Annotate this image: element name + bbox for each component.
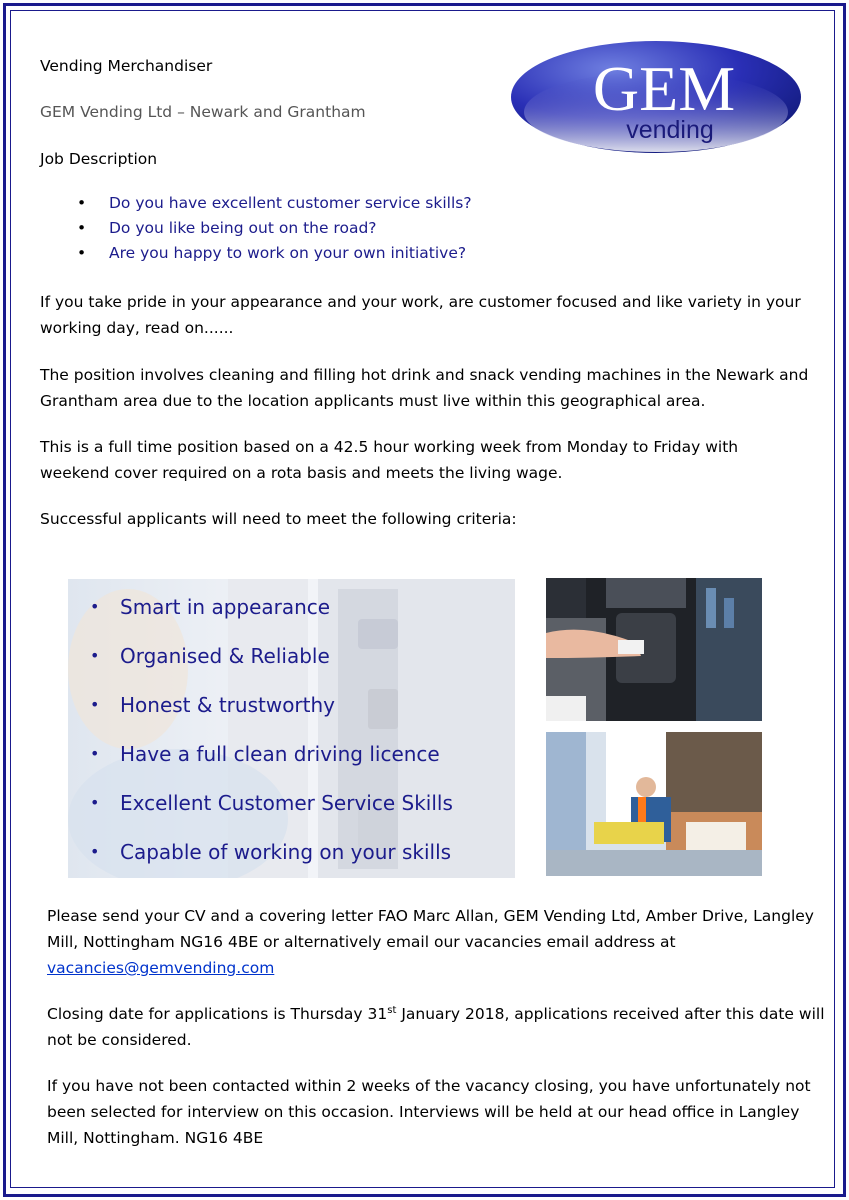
apply-paragraph (47, 903, 827, 981)
vacancies-email-link[interactable]: vacancies@gemvending.com (47, 959, 275, 977)
company-line: GEM Vending Ltd – Newark and Grantham (40, 103, 366, 121)
list-item: • Capable of working on your skills (68, 834, 453, 878)
list-item: • Excellent Customer Service Skills (68, 785, 453, 834)
closing-text-after: January 2018, applications received after this date will not be considered. (47, 1005, 825, 1049)
criteria-list (68, 589, 453, 878)
list-item: • Do you have excellent customer service skills? (40, 191, 472, 216)
closing-text-before: Closing date for applications is Thursday 31 (47, 1005, 388, 1023)
list-item: • Smart in appearance (68, 589, 453, 638)
closing-date-suffix: st (387, 1004, 397, 1016)
criteria-intro: Successful applicants will need to meet the following criteria: (40, 510, 517, 528)
gem-vending-logo (510, 40, 802, 154)
list-item: • Do you like being out on the road? (40, 216, 472, 241)
question-list (40, 191, 472, 266)
position-paragraph: The position involves cleaning and filling hot drink and snack vending machines in the Newark and Grantham area due to the location applicants must live within this geographical area. (40, 366, 809, 410)
apply-text: Please send your CV and a covering letter FAO Marc Allan, GEM Vending Ltd, Amber Drive, Langley Mill, Nottingham NG16 4BE or alternatively email our vacancies email address at (47, 907, 814, 951)
intro-paragraph: If you take pride in your appearance and your work, are customer focused and like variety in your working day, read on...... (40, 293, 801, 337)
criteria-panel (68, 579, 515, 878)
hours-paragraph: This is a full time position based on a 42.5 hour working week from Monday to Friday with weekend cover required on a rota basis and meets the living wage. (40, 438, 739, 482)
list-item: • Have a full clean driving licence (68, 736, 453, 785)
closing-paragraph (47, 1001, 827, 1053)
list-item: • Organised & Reliable (68, 638, 453, 687)
list-item: • Are you happy to work on your own initiative? (40, 241, 472, 266)
delivery-van-photo (546, 732, 762, 876)
job-title: Vending Merchandiser (40, 57, 213, 75)
list-item: • Honest & trustworthy (68, 687, 453, 736)
contact-note-paragraph: If you have not been contacted within 2 weeks of the vacancy closing, you have unfortunately not been selected for interview on this occasion. Interviews will be held at our head office in Langley Mill, Nottingham. NG16 4BE (47, 1077, 811, 1147)
logo-main-text: GEM (592, 53, 736, 124)
logo-sub-text: vending (626, 116, 714, 144)
coffee-machine-photo (546, 578, 762, 721)
section-heading: Job Description (40, 150, 158, 168)
